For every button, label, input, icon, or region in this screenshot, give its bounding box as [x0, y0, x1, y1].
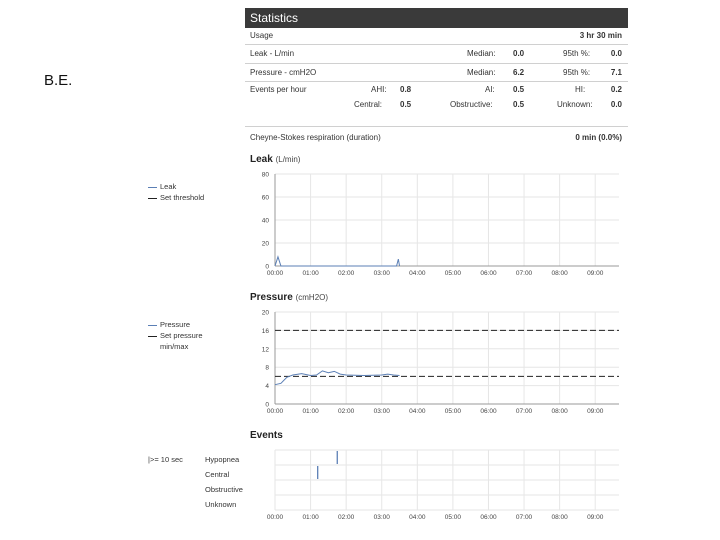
pressure-median-value: 6.2 — [513, 68, 525, 77]
statistics-title: Statistics — [245, 8, 628, 28]
hypopnea-label: Hypopnea — [205, 455, 240, 464]
unknown-value: 0.0 — [610, 100, 622, 109]
y-tick-label: 12 — [261, 346, 269, 354]
pressure-chart — [245, 306, 630, 418]
y-tick-label: 8 — [265, 364, 269, 372]
set-pressure-legend-item: Set pressure — [148, 330, 203, 341]
x-tick-label: 05:00 — [444, 514, 462, 521]
unknown-event-label: Unknown — [205, 500, 237, 509]
usage-value: 3 hr 30 min — [579, 31, 622, 40]
leak-legend — [148, 181, 204, 203]
ahi-value: 0.8 — [400, 85, 412, 94]
obstructive-event-label: Obstructive — [205, 485, 243, 494]
leak-p95-label: 95th %: — [563, 49, 591, 58]
leak-series-line — [275, 257, 400, 266]
x-tick-label: 07:00 — [515, 408, 533, 415]
x-tick-label: 04:00 — [409, 514, 426, 521]
y-tick-label: 20 — [261, 309, 269, 317]
y-tick-label: 40 — [261, 217, 269, 225]
x-tick-label: 00:00 — [266, 514, 284, 521]
events-chart — [245, 448, 630, 524]
csr-value: 0 min (0.0%) — [575, 133, 622, 142]
pressure-legend — [148, 319, 203, 352]
pressure-legend-item: Pressure — [148, 319, 203, 330]
y-tick-label: 0 — [265, 263, 269, 271]
pressure-chart-title: Pressure (cmH2O) — [250, 292, 329, 303]
y-tick-label: 20 — [261, 240, 269, 248]
x-tick-label: 08:00 — [551, 408, 568, 415]
y-tick-label: 80 — [261, 171, 269, 179]
obstructive-label: Obstructive: — [450, 100, 493, 109]
x-tick-label: 09:00 — [587, 514, 604, 521]
leak-chart — [245, 168, 630, 280]
x-tick-label: 07:00 — [515, 270, 533, 277]
x-tick-label: 07:00 — [515, 514, 533, 521]
pressure-p95-label: 95th %: — [563, 68, 591, 77]
pressure-median-label: Median: — [467, 68, 496, 77]
minmax-legend-item: min/max — [160, 342, 189, 351]
leak-median-value: 0.0 — [513, 49, 525, 58]
x-tick-label: 01:00 — [302, 514, 319, 521]
events-label: Events per hour — [250, 85, 307, 94]
leak-chart-title: Leak (L/min) — [250, 154, 301, 165]
patient-initials: B.E. — [44, 72, 73, 89]
csr-label: Cheyne-Stokes respiration (duration) — [250, 133, 381, 142]
x-tick-label: 02:00 — [338, 270, 355, 277]
x-tick-label: 03:00 — [373, 408, 390, 415]
leak-label: Leak - L/min — [250, 49, 295, 58]
pressure-series-line — [275, 371, 400, 385]
x-tick-label: 08:00 — [551, 514, 568, 521]
hi-label: HI: — [575, 85, 586, 94]
x-tick-label: 04:00 — [409, 408, 426, 415]
ai-label: AI: — [485, 85, 495, 94]
x-tick-label: 04:00 — [409, 270, 426, 277]
pressure-chart-unit: (cmH2O) — [295, 293, 329, 302]
ai-value: 0.5 — [513, 85, 525, 94]
x-tick-label: 05:00 — [444, 408, 462, 415]
pressure-label: Pressure - cmH2O — [250, 68, 317, 77]
ahi-label: AHI: — [371, 85, 387, 94]
x-tick-label: 06:00 — [480, 408, 497, 415]
x-tick-label: 05:00 — [444, 270, 462, 277]
y-tick-label: 4 — [265, 383, 269, 391]
events-row-labels — [205, 454, 243, 514]
usage-label: Usage — [250, 31, 274, 40]
x-tick-label: 01:00 — [302, 270, 319, 277]
statistics-panel — [245, 8, 628, 144]
x-tick-label: 06:00 — [480, 514, 497, 521]
x-tick-label: 09:00 — [587, 270, 604, 277]
x-tick-label: 06:00 — [480, 270, 497, 277]
y-tick-label: 60 — [261, 194, 269, 202]
x-tick-label: 00:00 — [266, 408, 284, 415]
pressure-p95-value: 7.1 — [610, 68, 622, 77]
x-tick-label: 02:00 — [338, 408, 355, 415]
central-label: Central: — [354, 100, 383, 109]
events-chart-title: Events — [250, 430, 283, 441]
leak-median-label: Median: — [467, 49, 496, 58]
leak-chart-unit: (L/min) — [275, 155, 301, 164]
central-value: 0.5 — [400, 100, 412, 109]
unknown-label: Unknown: — [557, 100, 593, 109]
events-legend: |>= 10 sec — [148, 455, 183, 464]
x-tick-label: 01:00 — [302, 408, 319, 415]
x-tick-label: 03:00 — [373, 270, 390, 277]
x-tick-label: 08:00 — [551, 270, 568, 277]
x-tick-label: 09:00 — [587, 408, 604, 415]
hi-value: 0.2 — [610, 85, 622, 94]
threshold-legend-item: Set threshold — [148, 192, 204, 203]
y-tick-label: 16 — [261, 327, 269, 335]
obstructive-value: 0.5 — [513, 100, 525, 109]
x-tick-label: 00:00 — [266, 270, 284, 277]
x-tick-label: 02:00 — [338, 514, 355, 521]
leak-legend-item: Leak — [148, 181, 204, 192]
x-tick-label: 03:00 — [373, 514, 390, 521]
leak-p95-value: 0.0 — [610, 49, 622, 58]
y-tick-label: 0 — [265, 401, 269, 409]
central-event-label: Central — [205, 470, 230, 479]
